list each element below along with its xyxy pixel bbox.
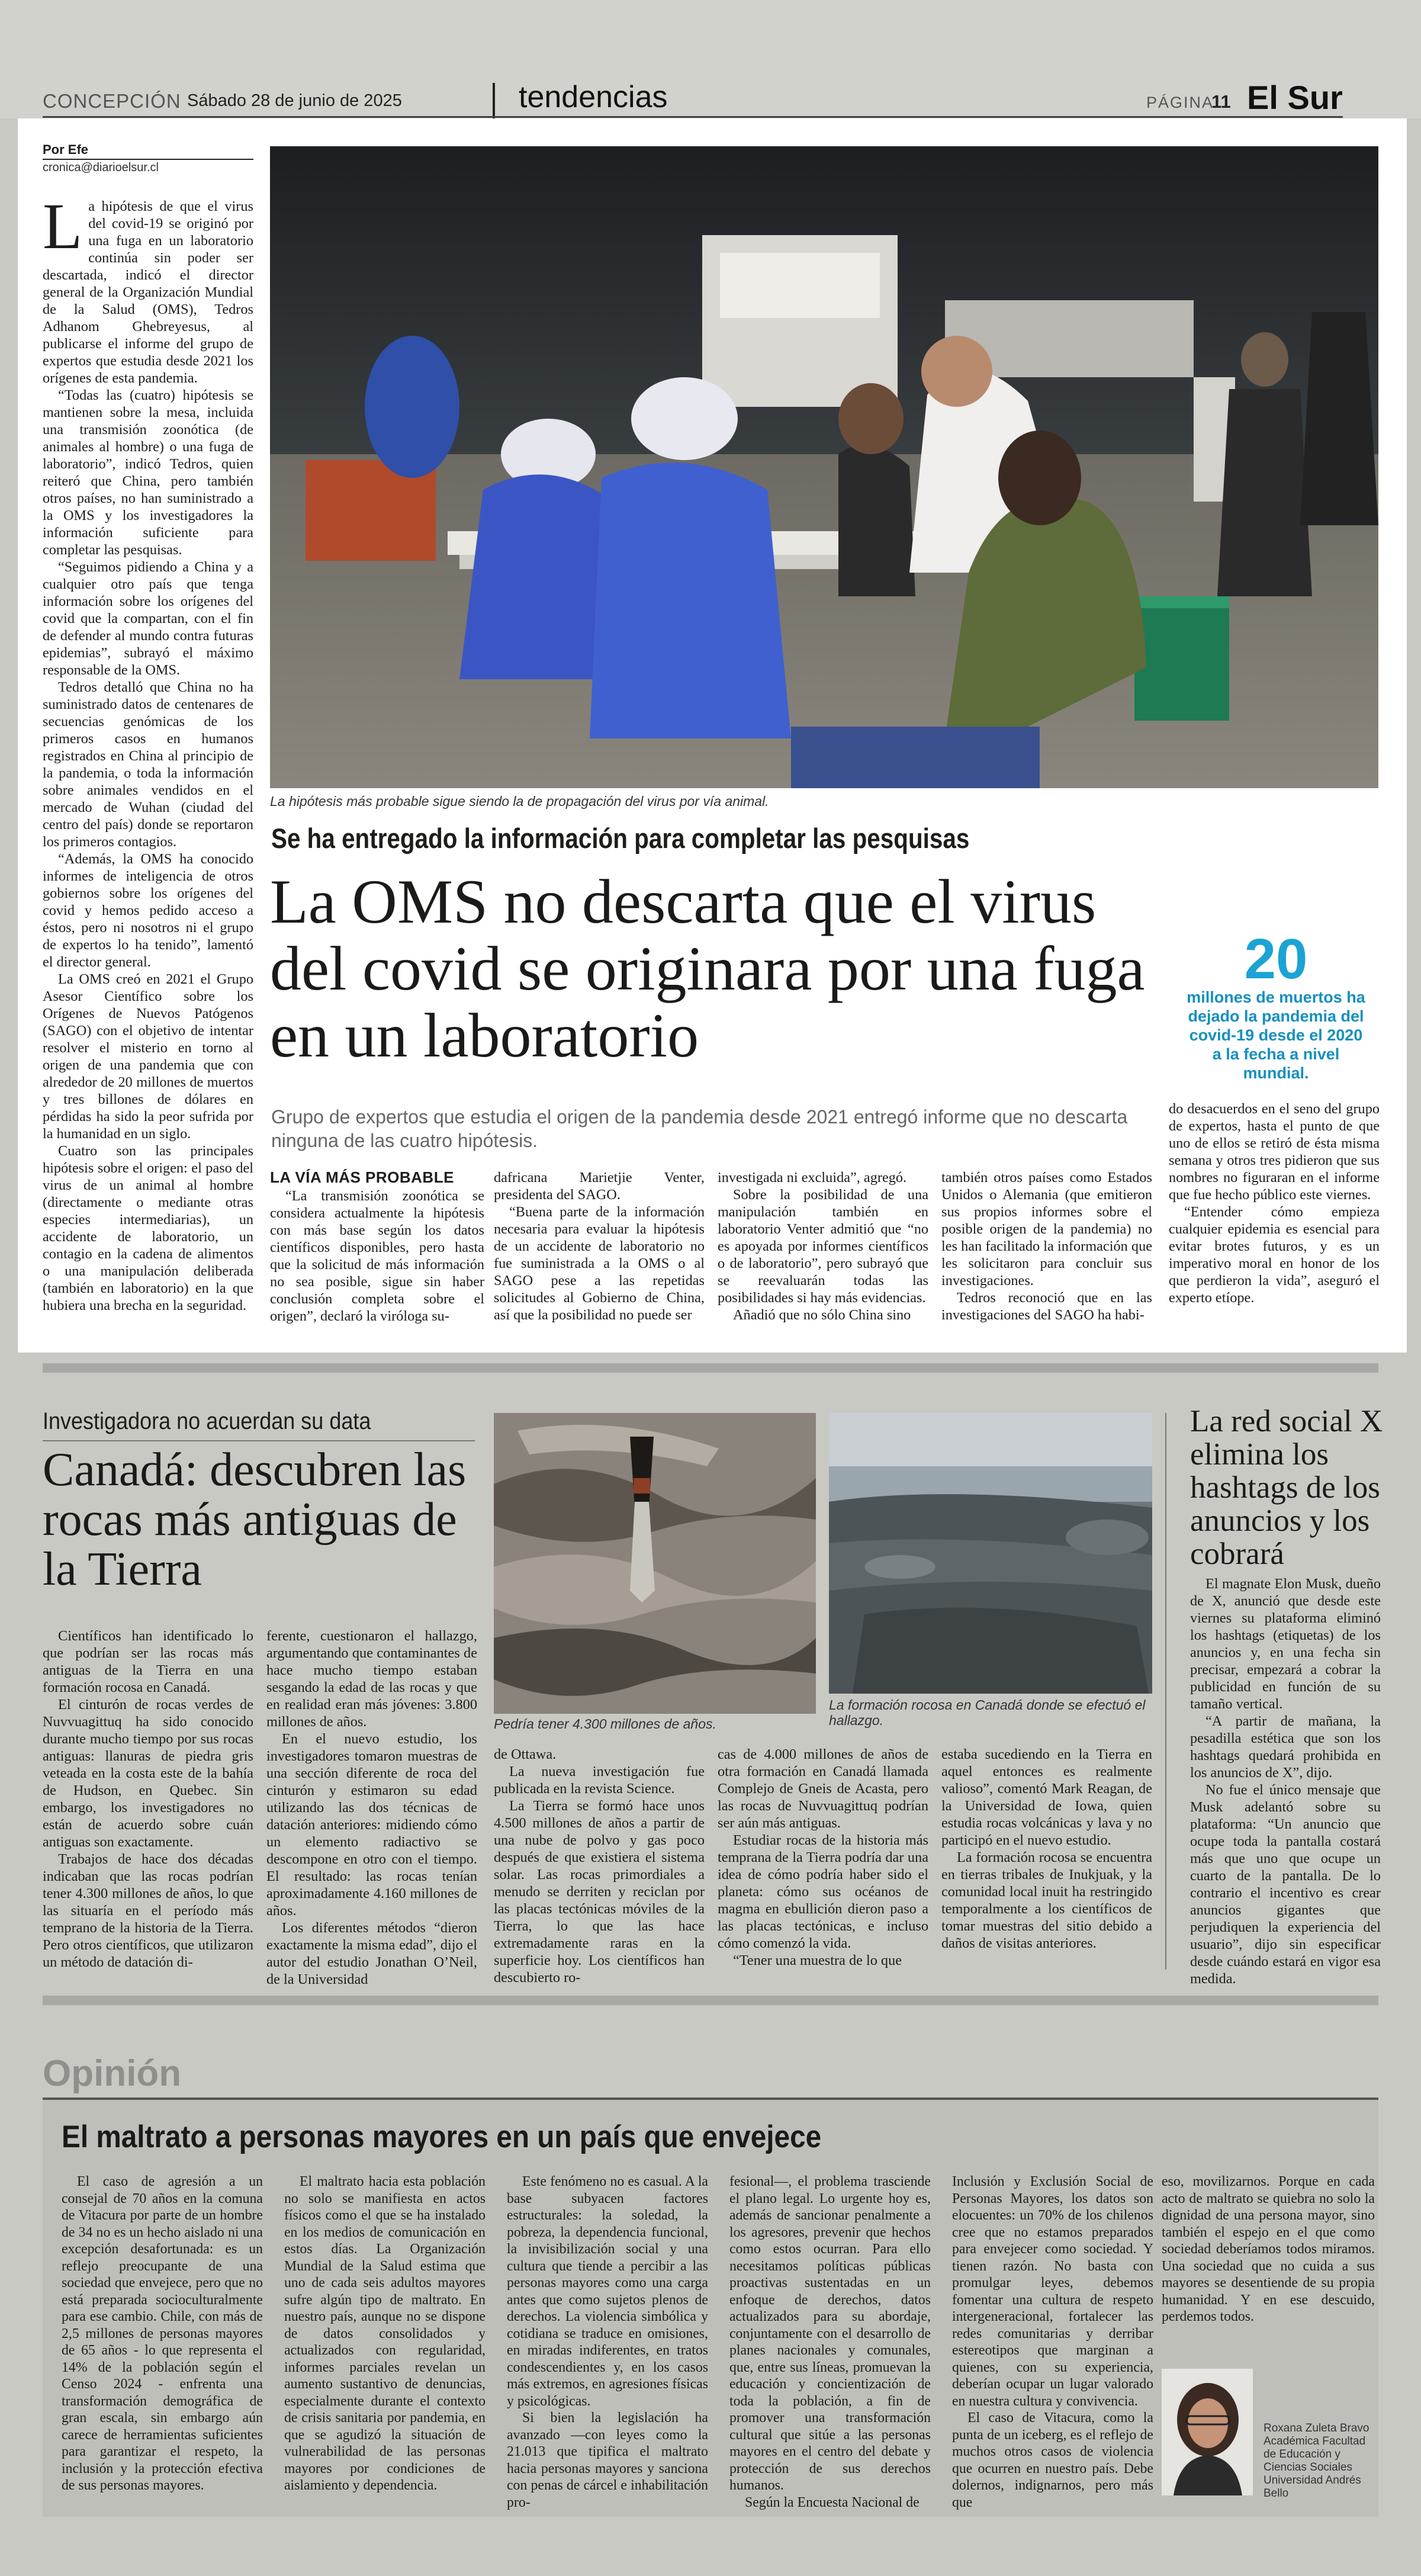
paragraph: Cuatro son las principales hipótesis sobre el origen: el paso del virus de un animal al hombre (directamente o mediante otras especies intermediarias), un accidente de laboratorio, un contagio en la cadena de alimentos o una manipulación deliberada (también en laboratorio) en la que hubiera una brecha en la seguridad. <box>43 1143 253 1313</box>
opinion-column-4 <box>729 2173 931 2511</box>
main-article-column-1 <box>43 190 253 1314</box>
paragraph: La formación rocosa se encuentra en tierras tribales de Inukjuak, y la comunidad local inuit ha restringido temporalmente a los científicos de tomar muestras del sitio debido a daños de visitas anteriores. <box>941 1849 1152 1951</box>
main-article-column-6 <box>1169 1100 1380 1306</box>
paragraph: dafricana Marietjie Venter, presidenta del SAGO. <box>494 1170 705 1203</box>
paragraph: Sobre la posibilidad de una manipulación también en laboratorio Venter admitió que “no es apoyada por informes científicos o de laboratorio”, pero subrayó que se reevaluarán todas las posibilidades si hay más evidencias. <box>718 1187 928 1306</box>
byline-email: cronica@diarioelsur.cl <box>43 161 159 174</box>
paragraph: Tedros reconoció que en las investigaciones del SAGO ha habi- <box>941 1290 1152 1323</box>
masthead-bar <box>0 0 1421 118</box>
rocks-kicker: Investigadora no acuerdan su data <box>43 1408 371 1434</box>
article-kicker: Se ha entregado la información para completar las pesquisas <box>271 823 970 854</box>
paragraph: La OMS creó en 2021 el Grupo Asesor Científico sobre los Orígenes de Nuevos Patógenos (SAGO) con el objetivo de intentar resolver el misterio en torno al origen de una pandemia que con alrededor de 20 millones de muertos y tres billones de dólares en pérdidas ha sido la peor sufrida por la humanidad en un siglo. <box>43 971 253 1142</box>
paragraph: En el nuevo estudio, los investigadores tomaron muestras de una sección diferente de roca del cinturón y estimaron su edad utilizando las dos técnicas de datación anteriores: midiendo cómo un elemento radiactivo se descompone en otro con el tiempo. El resultado: las rocas tenían aproximadamente 4.160 millones de años. <box>266 1731 477 1919</box>
rock-closeup-caption: Pedría tener 4.300 millones de años. <box>494 1716 716 1732</box>
rocks-column-4 <box>718 1746 928 1969</box>
paragraph: Si bien la legislación ha avanzado —con leyes como la 21.013 que tipifica el maltrato hacia personas mayores y sanciona con penas de cárcel e inhabilitación pro- <box>507 2410 708 2510</box>
rock-formation-illustration <box>829 1413 1152 1694</box>
paragraph: eso, movilizarnos. Porque en cada acto de maltrato se quiebra no solo la dignidad de una persona mayor, sino también el espejo en el que como sociedad deberíamos todos miramos. Una sociedad que no cuida a sus mayores se desentiende de su propia humanidad. Y en ese descuido, perdemos todos. <box>1162 2174 1375 2324</box>
main-article-column-3 <box>494 1169 705 1324</box>
paragraph: fesional—, el problema trasciende el plano legal. Lo urgente hoy es, además de sancionar penalmente a los agresores, prevenir que hechos como estos ocurran. Para ello necesitamos políticas públicas proactivas sustentadas en un enfoque de derechos, datos actualizados para su abordaje, conjuntamente con el desarrollo de planes nacionales y comunales, que, entre sus líneas, promuevan la educación y concientización de toda la población, a fin de promover una transformación cultural que sitúe a las personas mayores en el centro del debate y protección de sus derechos humanos. <box>729 2174 931 2493</box>
paragraph: La nueva investigación fue publicada en la revista Science. <box>494 1764 705 1797</box>
stat-text: millones de muertos ha dejado la pandemia del covid-19 desde el 2020 a la fecha a nivel mundial. <box>1187 988 1365 1082</box>
paragraph: “A partir de mañana, la pesadilla estética que son los hashtags quedará prohibida en los anuncios de X”, dijo. <box>1190 1713 1381 1781</box>
paragraph: Científicos han identificado lo que podrían ser las rocas más antiguas de la Tierra en una formación rocosa en Canadá. <box>43 1628 253 1695</box>
page-number: 11 <box>1211 91 1231 112</box>
paragraph: de Ottawa. <box>494 1746 557 1762</box>
paragraph: investigada ni excluida”, agregó. <box>718 1170 907 1186</box>
paragraph: “Seguimos pidiendo a China y a cualquier otro país que tenga información sobre los orígenes del covid que la compartan, con el fin de defender al mundo contra futuras epidemias”, subrayó el máximo responsable de la OMS. <box>43 559 253 678</box>
rocks-column-3 <box>494 1746 705 1986</box>
vaccination-photo-illustration <box>270 146 1378 788</box>
opinion-column-5 <box>952 2173 1153 2511</box>
paragraph: El caso de agresión a un consejal de 70 años en la comuna de Vitacura por parte de un hombre de 34 no es un hecho aislado ni una excepción desafortunada: es un reflejo preocupante de una sociedad que envejece, pero que no está preparada socioculturalmente para ese cambio. Chile, con más de 2,5 millones de personas mayores de 65 años - lo que representa el 14% de la población según el Censo 2024 - enfrenta una transformación demográfica de gran escala, sin embargo aún carece de herramientas suficientes para garantizar el respeto, la inclusión y la protección efectiva de sus personas mayores. <box>62 2174 263 2493</box>
page-label: PÁGINA <box>1146 94 1214 111</box>
paragraph: El cinturón de rocas verdes de Nuvvuagittuq ha sido conocido durante mucho tiempo por sus rocas antiguas: llanuras de piedra gris veteada en la costa este de la bahía de Hudson, en Quebec. Sin embargo, los investigadores no están de acuerdo sobre cuán antiguas son exactamente. <box>43 1697 253 1850</box>
paragraph: Los diferentes métodos “dieron exactamente la misma edad”, dijo el autor del estudio Jonathan O’Neil, de la Universidad <box>266 1920 477 1987</box>
stat-number: 20 <box>1244 927 1308 991</box>
rock-formation-photo <box>829 1413 1152 1694</box>
header-separator <box>493 83 495 118</box>
opinion-column-6 <box>1162 2173 1375 2326</box>
paragraph: Estudiar rocas de la historia más temprana de la Tierra podría dar una idea de cómo podría haber sido el planeta: cómo sus océanos de magma en ebullición dieron paso a las placas tectónicas, e incluso cómo comenzó la vida. <box>718 1832 928 1951</box>
paragraph: “Además, la OMS ha conocido informes de inteligencia de otros gobiernos sobre los orígenes del covid y hemos pedido acceso a éstos, pero ni nosotros ni el grupo de expertos lo ha tenido”, lamentó el director general. <box>43 851 253 970</box>
dropcap: L <box>43 190 83 262</box>
paragraph: Inclusión y Exclusión Social de Personas Mayores, los datos son elocuentes: un 70% de los chilenos cree que no estamos preparados para envejecer como sociedad. Y tienen razón. No basta con promulgar leyes, debemos fomentar una cultura de respeto intergeneracional, fortalecer las redes comunitarias y derribar estereotipos que marginan a quienes, con su experiencia, deberían ocupar un lugar valorado en nuestra cultura y convivencia. <box>952 2174 1153 2409</box>
byline-rule <box>43 159 253 160</box>
paragraph: “Buena parte de la información necesaria para evaluar la hipótesis de un accidente de laboratorio no fue suministrada a la OMS o al SAGO pese a las repetidas solicitudes al Gobierno de China, así que la posibilidad no puede ser <box>494 1204 705 1323</box>
newspaper-logo: El Sur <box>1247 79 1343 116</box>
rock-formation-caption: La formación rocosa en Canadá donde se efectuó el hallazgo. <box>829 1697 1146 1728</box>
paragraph: cas de 4.000 millones de años de otra formación en Canadá llamada Complejo de Gneis de Acasta, pero las rocas de Nuvvuagittuq podrían ser aún más antiguas. <box>718 1746 928 1831</box>
section-name: tendencias <box>519 80 668 114</box>
rocks-column-1 <box>43 1627 253 1971</box>
article-headline: La OMS no descarta que el virus del covid se originara por una fuga en un laboratorio <box>270 867 1145 1070</box>
paragraph: “La transmisión zoonótica se considera actualmente la hipótesis con más base según los datos científicos disponibles, pero hasta que la solicitud de más información no sea posible, sigue sin haber conclusión completa sobre el origen”, declaró la viróloga su- <box>270 1188 484 1324</box>
section-divider <box>43 1996 1378 2005</box>
header-date: Sábado 28 de junio de 2025 <box>187 91 402 110</box>
column-rule <box>1165 1413 1166 1970</box>
paragraph: “Entender cómo empieza cualquier epidemia es esencial para evitar brotes futuros, y es un imperativo moral en honor de los que perdieron la vida”, aseguró el experto etíope. <box>1169 1204 1380 1306</box>
paragraph: El maltrato hacia esta población no solo se manifiesta en actos físicos como el que se ha instalado en los medios de comunicación en estos días. La Organización Mundial de la Salud estima que uno de cada seis adultos mayores sufre algún tipo de maltrato. En nuestro país, aunque no se dispone de datos consolidados y actualizados con regularidad, informes parciales revelan un aumento sustantivo de denuncias, especialmente durante el contexto de crisis sanitaria por pandemia, en que se agudizó la situación de vulnerabilidad de las personas mayores por condiciones de aislamiento y dependencia. <box>284 2174 486 2493</box>
article-lead: Grupo de expertos que estudia el origen de la pandemia desde 2021 entregó informe que no descarta ninguna de las cuatro hipótesis. <box>271 1106 1128 1151</box>
rocks-column-2 <box>266 1627 477 1988</box>
opinion-column-2 <box>284 2173 486 2494</box>
paragraph: do desacuerdos en el seno del grupo de expertos, hasta el punto de que uno de ellos se retiró de ésta misma semana y otros tres pidieron que sus nombres no figuraran en el informe que fue hecho público este viernes. <box>1169 1101 1380 1203</box>
paragraph: “Tener una muestra de lo que <box>733 1952 902 1968</box>
byline-author: Por Efe <box>43 142 89 157</box>
x-article-column <box>1190 1575 1381 1987</box>
photo-caption: La hipótesis más probable sigue siendo la de propagación del virus por vía animal. <box>270 794 769 809</box>
opinion-headline: El maltrato a personas mayores en un país que envejece <box>62 2119 822 2154</box>
author-credit: Roxana Zuleta Bravo Académica Facultad de Educación y Ciencias Sociales Universidad Andrés Bello <box>1264 2422 1369 2500</box>
opinion-label: Opinión <box>43 2053 182 2094</box>
header-city: CONCEPCIÓN <box>43 90 181 112</box>
vaccination-photo <box>270 146 1378 788</box>
author-portrait-illustration <box>1162 2369 1253 2495</box>
paragraph: Trabajos de hace dos décadas indicaban que las rocas podrían tener 4.300 millones de años, lo que las situaría en el período más temprano de la historia de la Tierra. Pero otros científicos, que utilizaron un método de datación di- <box>43 1851 253 1970</box>
paragraph: El caso de Vitacura, como la punta de un iceberg, es el reflejo de muchos otros casos de violencia que ocurren en nuestro país. Debe dolernos, indignarnos, pero más que <box>952 2410 1153 2510</box>
article-subheading: LA VÍA MÁS PROBABLE <box>270 1168 454 1186</box>
rock-closeup-photo <box>494 1413 816 1714</box>
paragraph: Según la Encuesta Nacional de <box>745 2494 920 2510</box>
section-divider <box>43 1363 1378 1373</box>
paragraph: también otros países como Estados Unidos o Alemania (que emitieron sus propios informes sobre el posible origen de la pandemia) no les han facilitado la información que les solicitaron para concluir sus investigaciones. <box>941 1170 1152 1289</box>
rock-closeup-illustration <box>494 1413 816 1714</box>
paragraph: Tedros detalló que China no ha suministrado datos de centenares de secuencias genómicas de los primeros casos en humanos registrados en China al principio de la pandemia, o toda la información sobre animales vendidos en el mercado de Wuhan (ciudad del centro del país) donde se reportaron los primeros contagios. <box>43 679 253 850</box>
paragraph: Añadió que no sólo China sino <box>733 1307 911 1323</box>
rocks-column-5 <box>941 1746 1152 1952</box>
paragraph: “Todas las (cuatro) hipótesis se mantienen sobre la mesa, incluida una transmisión zoonótica (de animales al hombre) o una fuga de laboratorio”, indicó Tedros, quien reiteró que China, pero también otros países, no han suministrado a la OMS y los investigadores la información suficiente para completar las pesquisas. <box>43 387 253 558</box>
rocks-headline: Canadá: descubren las rocas más antiguas de la Tierra <box>43 1444 467 1595</box>
paragraph: ferente, cuestionaron el hallazgo, argumentando que contaminantes de hace mucho tiempo estaban sesgando la edad de las rocas y que en realidad eran más jóvenes: 3.800 millones de años. <box>266 1628 477 1730</box>
paragraph: El magnate Elon Musk, dueño de X, anunció que desde este viernes su plataforma eliminó los hashtags (etiquetas) de los anuncios y, en una fecha sin precisar, empezará a cobrar la publicidad en función de su tamaño vertical. <box>1190 1576 1381 1712</box>
x-headline: La red social X elimina los hashtags de los anuncios y los cobrará <box>1190 1404 1383 1571</box>
paragraph: No fue el único mensaje que Musk adelantó sobre su plataforma: “Un anuncio que ocupe toda la pantalla costará más que uno que ocupe un cuarto de la pantalla. De lo contrario el incentivo es crear anuncios gigantes que perjudiquen la experiencia del usuario”, dijo sin especificar desde cuándo estará en vigor esa medida. <box>1190 1782 1381 1987</box>
header-rule <box>43 116 1343 118</box>
main-article-column-2 <box>270 1169 484 1325</box>
kicker-rule <box>43 1440 475 1441</box>
paragraph: estaba sucediendo en la Tierra en aquel entonces es realmente valioso”, comentó Mark Reagan, de la Universidad de Iowa, quien estudia rocas volcánicas y lava y no participó en el nuevo estudio. <box>941 1746 1152 1848</box>
paragraph: Este fenómeno no es casual. A la base subyacen factores estructurales: la soledad, la pobreza, la dependencia funcional, la invisibilización social y una cultura que tiende a percibir a las personas mayores como una carga antes que como sujetos plenos de derechos. La violencia simbólica y cotidiana se traduce en omisiones, en miradas indiferentes, en tratos condescendientes y, en los casos más extremos, en agresiones físicas y psicológicas. <box>507 2174 708 2409</box>
author-portrait <box>1162 2369 1253 2495</box>
opinion-column-3 <box>507 2173 708 2511</box>
opinion-column-1 <box>62 2173 263 2494</box>
main-article-column-5 <box>941 1169 1152 1324</box>
paragraph: a hipótesis de que el virus del covid-19 se originó por una fuga en un laboratorio continúa sin poder ser descartada, indicó el director general de la Organización Mundial de la Salud (OMS), Tedros Adhanom Ghebreyesus, al publicarse el informe del grupo de expertos que estudia desde 2021 los orígenes de esta pandemia. <box>43 198 253 386</box>
stat-callout <box>1184 927 1368 1083</box>
paragraph: La Tierra se formó hace unos 4.500 millones de años a partir de una nube de polvo y gas poco después de que existiera el sistema solar. Las rocas primordiales a menudo se derriten y reciclan por las placas tectónicas móviles de la Tierra, lo que las hace extremadamente raras en la superficie hoy. Los científicos han descubierto ro- <box>494 1798 705 1986</box>
main-article-column-4 <box>718 1169 928 1324</box>
